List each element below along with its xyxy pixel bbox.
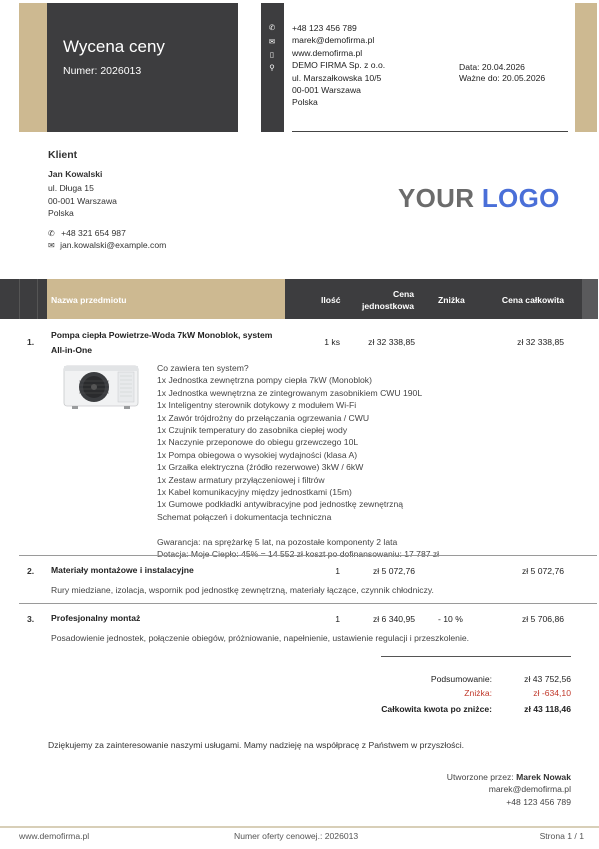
- email-icon: ✉: [268, 37, 276, 46]
- col-header-unit-price-line1: Cena: [392, 289, 414, 299]
- col-header-name: Nazwa przedmiotu: [51, 295, 127, 305]
- row-3-qty: 1: [335, 614, 340, 624]
- row-1-desc-line: 1x Naczynie przeponowe do obiegu grzewczego 10L: [157, 437, 359, 448]
- row-1-desc-line: 1x Inteligentny sterownik dotykowy z modułem Wi-Fi: [157, 400, 357, 411]
- row-1-desc-line: Co zawiera ten system?: [157, 363, 249, 373]
- created-by-block: [380, 771, 571, 808]
- email-icon: ✉: [48, 241, 55, 250]
- logo-text-logo: LOGO: [481, 183, 560, 213]
- row-1-desc-line: 1x Jednostka zewnętrzna pompy ciepła 7kW (Monoblok): [157, 375, 372, 386]
- footer-page-number: Strona 1 / 1: [539, 831, 584, 841]
- row-1-name-line2: All-in-One: [51, 345, 93, 355]
- row-1-unit-price: zł 32 338,85: [368, 337, 415, 347]
- created-by-line: [380, 771, 571, 783]
- row-2-unit-price: zł 5 072,76: [372, 566, 415, 576]
- subtotal-value: zł 43 752,56: [524, 674, 571, 684]
- col-header-total: Cena całkowita: [501, 295, 564, 305]
- table-header-stripe-2: [37, 279, 38, 319]
- company-email[interactable]: marek@demofirma.pl: [292, 35, 375, 46]
- company-website[interactable]: www.demofirma.pl: [292, 47, 363, 58]
- header-divider: [292, 131, 568, 132]
- client-email-row: [48, 239, 166, 252]
- client-city: 00-001 Warszawa: [48, 195, 117, 206]
- col-header-qty: Ilość: [321, 295, 341, 305]
- created-by-label: Utworzone przez:: [446, 772, 514, 782]
- company-country: Polska: [292, 97, 318, 108]
- phone-icon: ✆: [268, 23, 276, 32]
- table-header-left-cap: [0, 279, 47, 319]
- created-by-name: Marek Nowak: [516, 772, 571, 782]
- created-by-phone: +48 123 456 789: [506, 796, 571, 807]
- client-name: Jan Kowalski: [48, 169, 103, 179]
- row-3-description: Posadowienie jednostek, połączenie obiegów, próżniowanie, napełnienie, ustawienie regulacji i przeszkolenie.: [51, 633, 470, 643]
- company-contact: [292, 22, 385, 109]
- document-title: Wycena ceny: [63, 37, 165, 56]
- row-3-unit-price: zł 6 340,95: [372, 614, 415, 624]
- summary-divider: [381, 656, 571, 657]
- subtotal-label: Podsumowanie:: [430, 674, 492, 684]
- row-1-desc-line: 1x Grzałka elektryczna (źródło rezerwowe) 3kW / 6kW: [157, 462, 364, 473]
- company-city: 00-001 Warszawa: [292, 85, 361, 96]
- client-address: [48, 168, 117, 220]
- row-1-qty: 1 ks: [324, 337, 340, 347]
- row-1-desc-line: [157, 523, 439, 535]
- client-email[interactable]: jan.kowalski@example.com: [60, 240, 167, 250]
- company-street: ul. Marszałkowska 10/5: [292, 72, 382, 83]
- row-separator: [19, 555, 597, 556]
- row-1-total: zł 32 338,85: [517, 337, 564, 347]
- company-logo: [398, 183, 560, 214]
- discount-value: zł -634,10: [533, 688, 571, 698]
- row-3-number: 3.: [27, 614, 35, 624]
- grand-total-value: zł 43 118,46: [524, 704, 571, 714]
- row-1-warranty: Gwarancja: na sprężarkę 5 lat, na pozostałe komponenty 2 lata: [157, 536, 398, 547]
- row-1-desc-line: 1x Gumowe podkładki antywibracyjne pod jednostkę zewnętrzną: [157, 499, 404, 510]
- row-3-discount: - 10 %: [438, 614, 463, 624]
- row-2-description: Rury miedziane, izolacja, wspornik pod jednostkę zewnętrzną, materiały łączące, czynnik chłodniczy.: [51, 585, 434, 595]
- table-header-stripe-1: [19, 279, 20, 319]
- row-1-desc-line: 1x Zestaw armatury przyłączeniowej i filtrów: [157, 474, 325, 485]
- row-2-number: 2.: [27, 566, 35, 576]
- company-phone: +48 123 456 789: [292, 23, 357, 33]
- logo-text-your: YOUR: [398, 183, 475, 213]
- issue-date: Data: 20.04.2026: [459, 62, 525, 72]
- company-name: DEMO FIRMA Sp. z o.o.: [292, 60, 386, 71]
- header-accent-left: [19, 3, 47, 132]
- footer-website[interactable]: www.demofirma.pl: [19, 831, 90, 841]
- thank-you-note: Dziękujemy za zainteresowanie naszymi usługami. Mamy nadzieję na współpracę z Państwem w przyszłości.: [48, 740, 465, 750]
- client-phone: +48 321 654 987: [61, 228, 126, 238]
- row-separator: [19, 603, 597, 604]
- row-1-desc-line: 1x Pompa obiegowa o wysokiej wydajności (klasa A): [157, 449, 358, 460]
- client-street: ul. Długa 15: [48, 183, 94, 194]
- col-header-unit-price-line2: jednostkowa: [361, 301, 414, 311]
- client-country: Polska: [48, 208, 74, 219]
- mobile-icon: ▯: [269, 50, 275, 59]
- row-1-desc-line: 1x Jednostka wewnętrzna ze zintegrowanym zasobnikiem CWU 190L: [157, 387, 423, 398]
- location-icon: ⚲: [269, 63, 275, 72]
- table-header-shadow: [582, 279, 598, 319]
- discount-label: Zniżka:: [464, 688, 492, 698]
- client-heading: Klient: [48, 149, 78, 161]
- row-2-qty: 1: [335, 566, 340, 576]
- row-1-name-line1: Pompa ciepła Powietrze-Woda 7kW Monoblok, system: [51, 330, 273, 340]
- phone-icon: ✆: [48, 229, 55, 238]
- heat-pump-product-image: [62, 362, 140, 412]
- valid-until-date: Ważne do: 20.05.2026: [459, 73, 546, 83]
- row-1-desc-line: 1x Kabel komunikacyjny między jednostkami (15m): [157, 487, 352, 498]
- row-1-desc-line: 1x Czujnik temperatury do zasobnika ciepłej wody: [157, 425, 348, 436]
- row-3-total: zł 5 706,86: [521, 614, 564, 624]
- header-accent-right: [575, 3, 597, 132]
- row-1-number: 1.: [27, 337, 35, 347]
- col-header-discount: Zniżka: [438, 295, 465, 305]
- row-2-name: Materiały montażowe i instalacyjne: [51, 565, 194, 575]
- footer-offer-number: Numer oferty cenowej.: 2026013: [234, 831, 359, 841]
- grand-total-label: Całkowita kwota po zniżce:: [381, 704, 492, 714]
- row-1-desc-line: Schemat połączeń i dokumentacja techniczna: [157, 511, 332, 522]
- row-1-description: [157, 362, 439, 560]
- created-by-email[interactable]: marek@demofirma.pl: [488, 784, 571, 795]
- row-2-total: zł 5 072,76: [521, 566, 564, 576]
- row-1-name: [51, 328, 272, 358]
- footer-divider: [0, 826, 599, 828]
- document-number: Numer: 2026013: [63, 65, 142, 77]
- row-3-name: Profesjonalny montaż: [51, 613, 141, 623]
- col-header-unit-price: [356, 288, 414, 312]
- row-1-desc-line: 1x Zawór trójdrożny do przełączania ogrzewania / CWU: [157, 412, 370, 423]
